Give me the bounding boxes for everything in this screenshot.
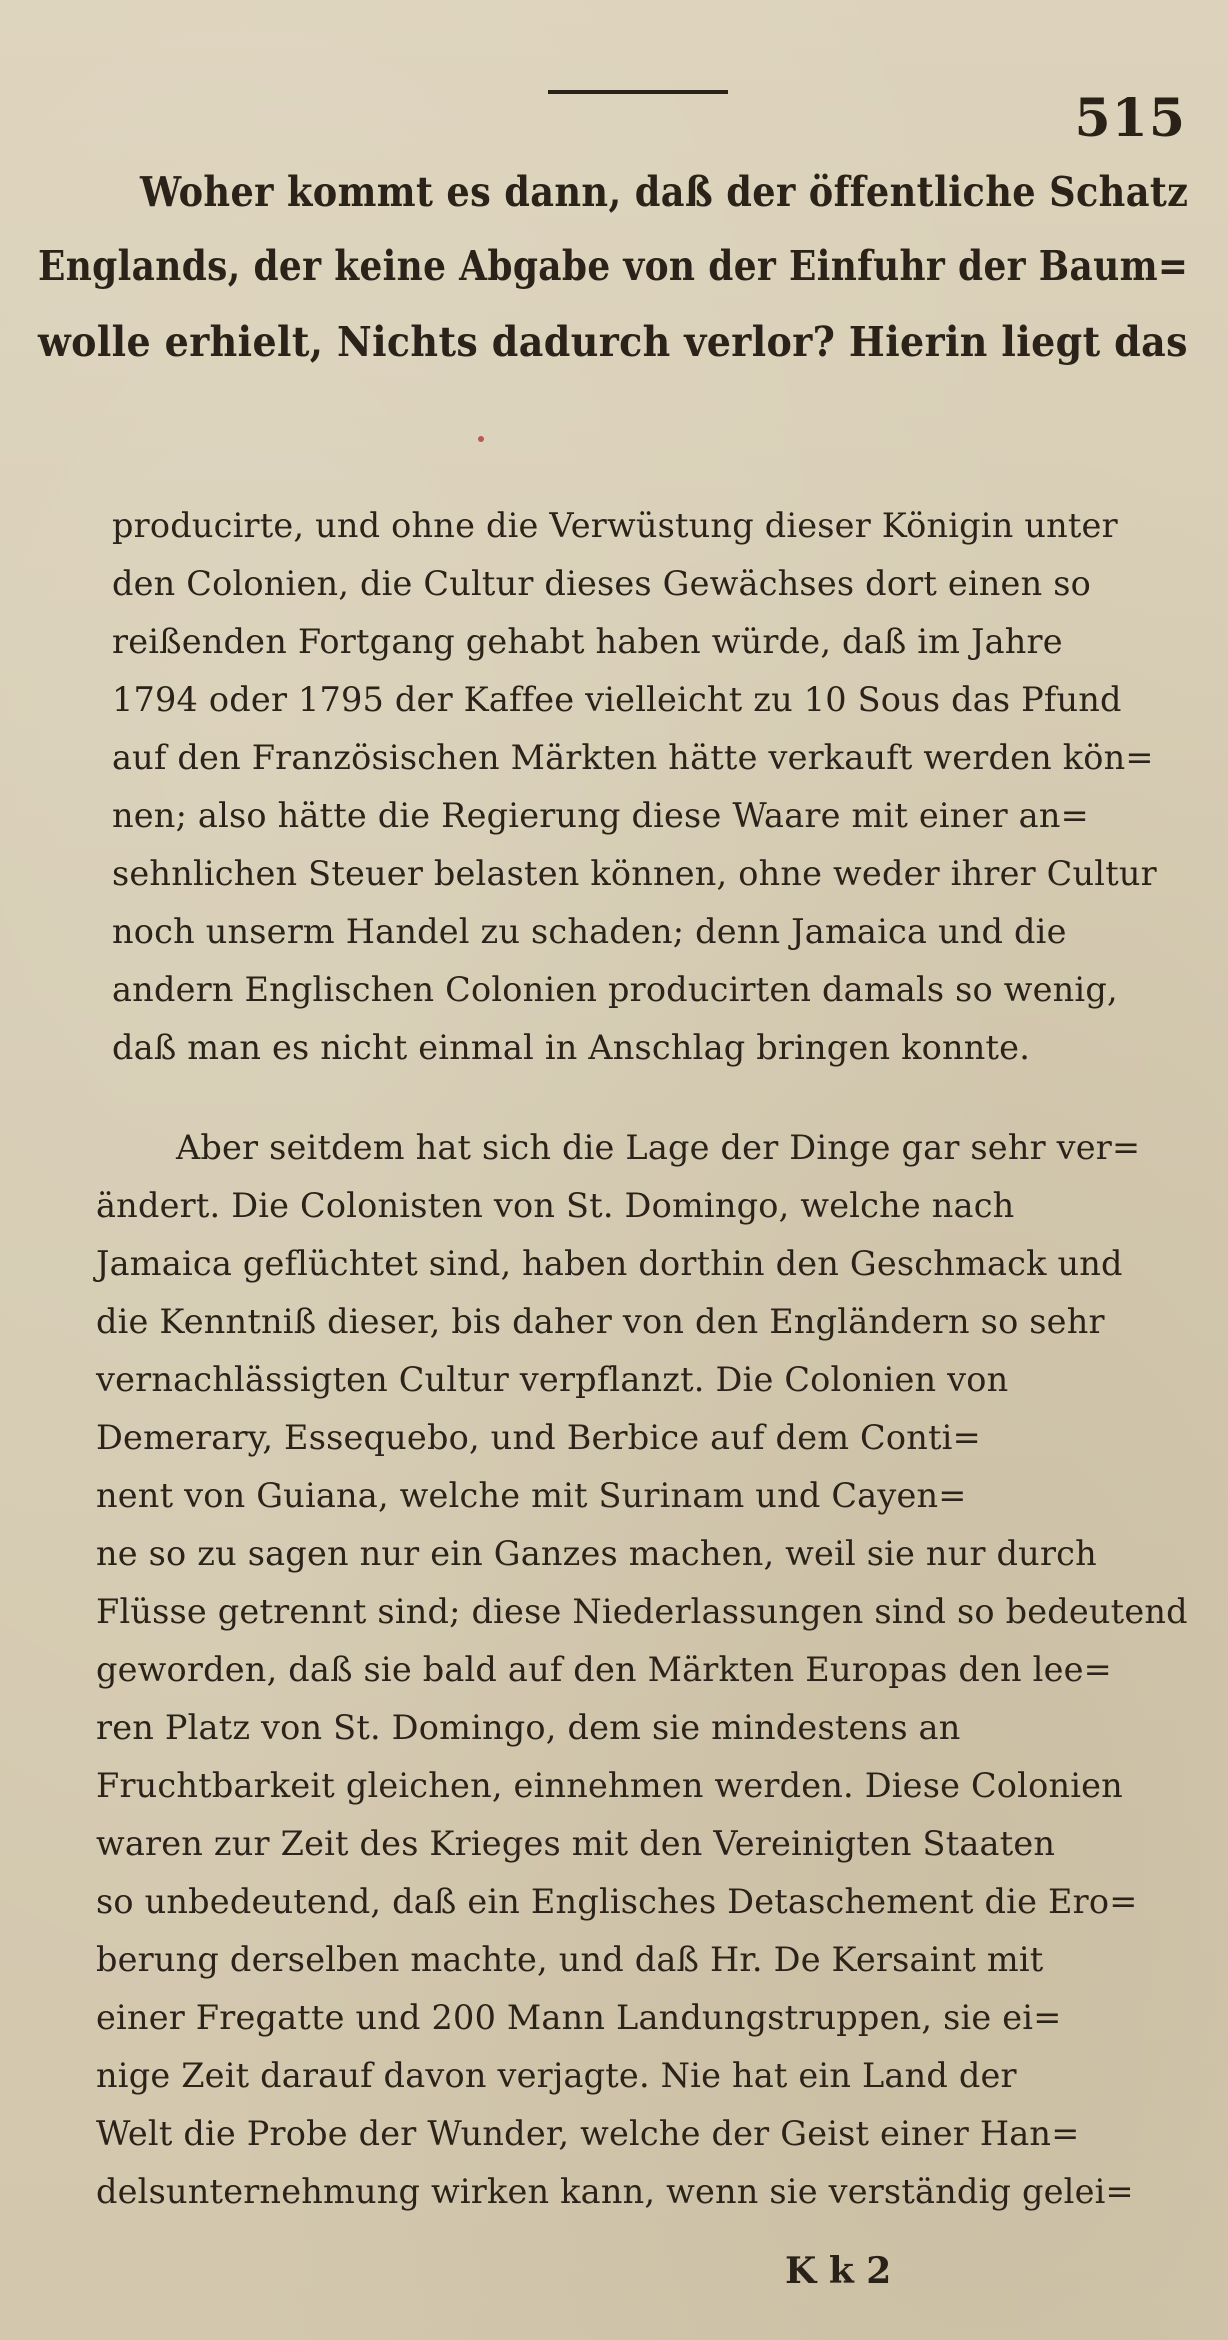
text-line: Englands, der keine Abgabe von der Einfuhr der Baum=	[38, 242, 1189, 290]
text-line: Welt die Probe der Wunder, welche der Geist einer Han=	[96, 2114, 1080, 2153]
text-line: sehnlichen Steuer belasten können, ohne weder ihrer Cultur	[112, 854, 1157, 893]
text-line: noch unserm Handel zu schaden; denn Jamaica und die	[112, 912, 1067, 951]
text-line: ne so zu sagen nur ein Ganzes machen, weil sie nur durch	[96, 1534, 1097, 1573]
text-line: berung derselben machte, und daß Hr. De Kersaint mit	[96, 1940, 1044, 1979]
text-line: Demerary, Essequebo, und Berbice auf dem Conti=	[96, 1418, 981, 1457]
text-line: Aber seitdem hat sich die Lage der Dinge gar sehr ver=	[176, 1128, 1141, 1167]
text-line: Woher kommt es dann, daß der öffentliche Schatz	[140, 168, 1189, 216]
text-line: auf den Französischen Märkten hätte verkauft werden kön=	[112, 738, 1154, 777]
text-line: geworden, daß sie bald auf den Märkten Europas den lee=	[96, 1650, 1112, 1689]
page-number: 515	[1074, 88, 1186, 149]
text-line: Flüsse getrennt sind; diese Niederlassungen sind so bedeutend	[96, 1592, 1188, 1631]
text-line: vernachlässigten Cultur verpflanzt. Die Colonien von	[96, 1360, 1009, 1399]
text-line: nen; also hätte die Regierung diese Waare mit einer an=	[112, 796, 1089, 835]
text-line: die Kenntniß dieser, bis daher von den Engländern so sehr	[96, 1302, 1105, 1341]
text-line: andern Englischen Colonien producirten damals so wenig,	[112, 970, 1118, 1009]
header-rule	[548, 90, 728, 94]
text-line: Jamaica geflüchtet sind, haben dorthin den Geschmack und	[96, 1244, 1123, 1283]
signature-mark: K k 2	[785, 2250, 892, 2292]
text-line: wolle erhielt, Nichts dadurch verlor? Hierin liegt das	[38, 318, 1188, 366]
text-line: 1794 oder 1795 der Kaffee vielleicht zu 10 Sous das Pfund	[112, 680, 1122, 719]
text-line: einer Fregatte und 200 Mann Landungstruppen, sie ei=	[96, 1998, 1062, 2037]
text-line: delsunternehmung wirken kann, wenn sie verständig gelei=	[96, 2172, 1134, 2211]
text-line: nent von Guiana, welche mit Surinam und Cayen=	[96, 1476, 967, 1515]
text-line: den Colonien, die Cultur dieses Gewächses dort einen so	[112, 564, 1091, 603]
text-line: ändert. Die Colonisten von St. Domingo, welche nach	[96, 1186, 1015, 1225]
text-line: reißenden Fortgang gehabt haben würde, daß im Jahre	[112, 622, 1063, 661]
text-line: daß man es nicht einmal in Anschlag bringen konnte.	[112, 1028, 1031, 1067]
text-line: nige Zeit darauf davon verjagte. Nie hat ein Land der	[96, 2056, 1017, 2095]
text-line: ren Platz von St. Domingo, dem sie mindestens an	[96, 1708, 961, 1747]
text-line: producirte, und ohne die Verwüstung dieser Königin unter	[112, 506, 1118, 545]
text-line: so unbedeutend, daß ein Englisches Detaschement die Ero=	[96, 1882, 1138, 1921]
text-line: waren zur Zeit des Krieges mit den Vereinigten Staaten	[96, 1824, 1056, 1863]
text-line: Fruchtbarkeit gleichen, einnehmen werden. Diese Colonien	[96, 1766, 1123, 1805]
ink-spot	[478, 436, 484, 442]
